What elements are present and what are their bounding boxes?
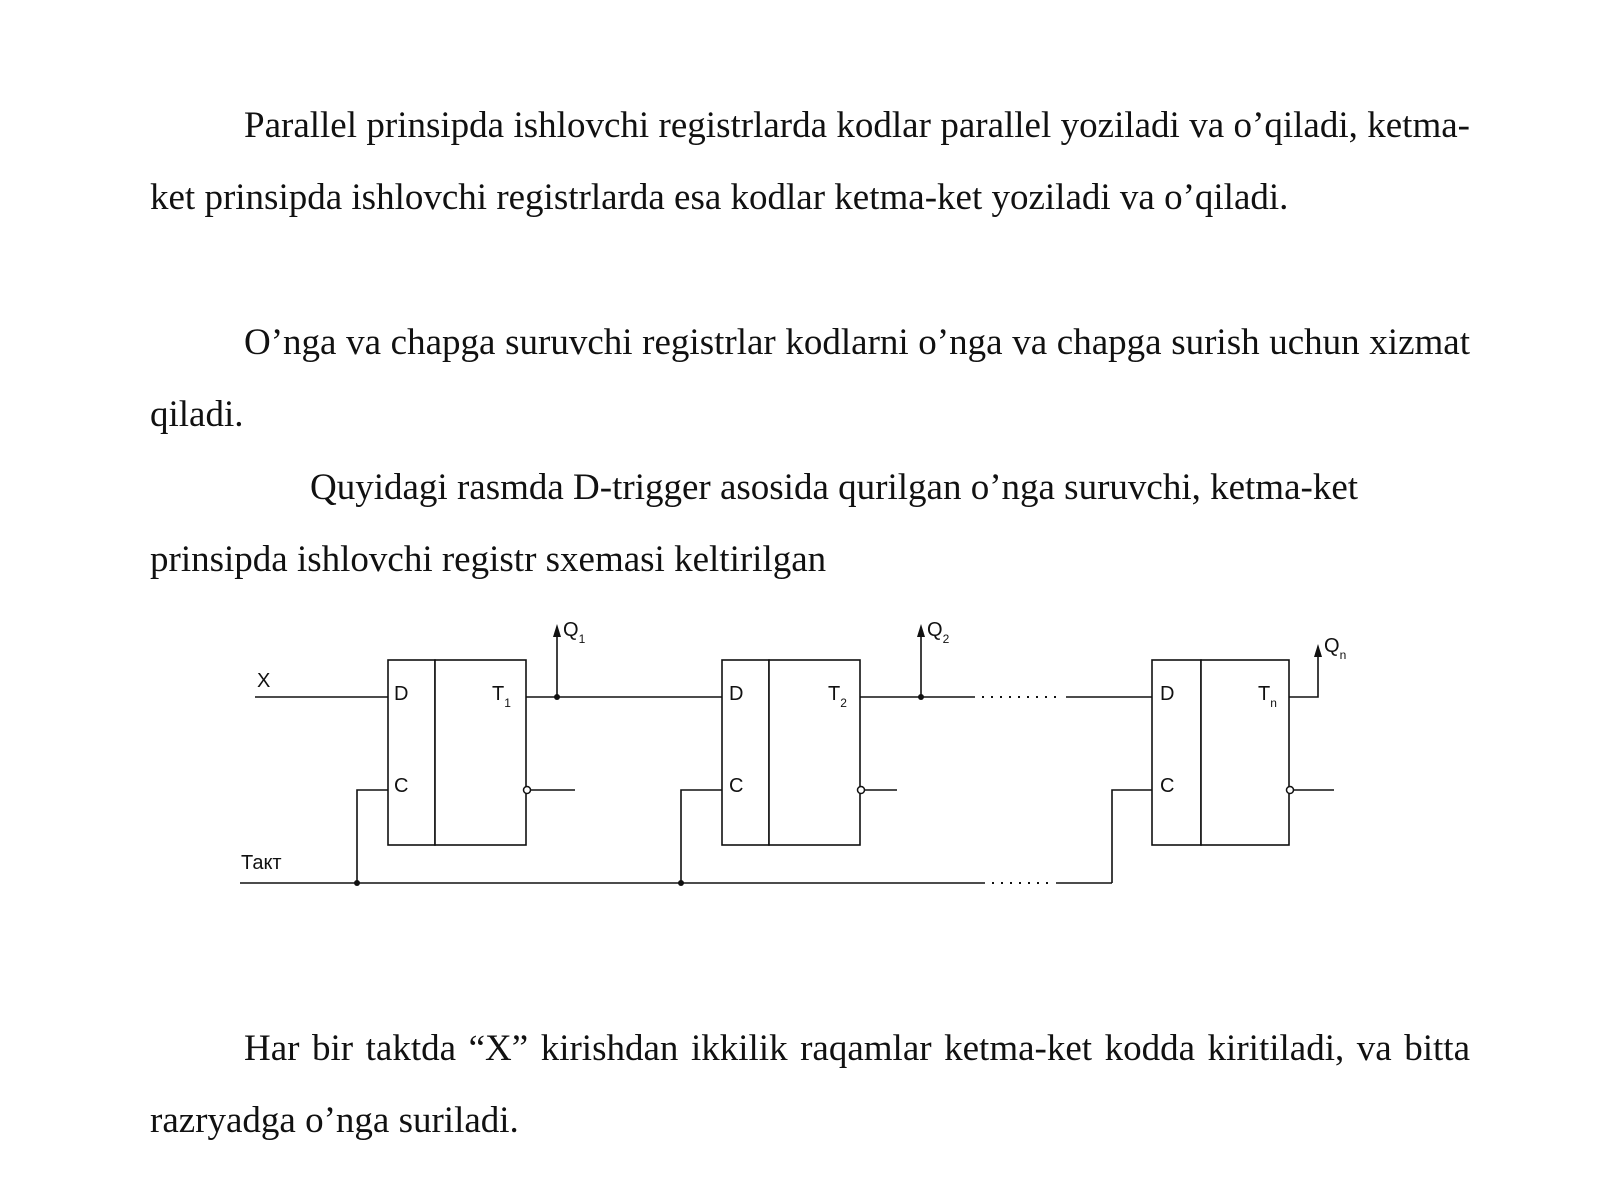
paragraph-figure-intro: Quyidagi rasmda D-trigger asosida qurilgan o’nga suruvchi, ketma-ket prinsipda ishlovchi registr sxemasi keltirilgan — [150, 467, 1359, 580]
paragraph-parallel-registers: Parallel prinsipda ishlovchi registrlarda kodlar parallel yoziladi va o’qiladi, ketma-ket prinsipda ishlovchi registrlarda esa kodlar ketma-ket yoziladi va o’qiladi. — [150, 105, 1470, 218]
paragraph-shift-explanation: Har bir taktda “X” kirishdan ikkilik raqamlar ketma-ket kodda kiritiladi, va bitta razryadga o’nga suriladi. — [150, 1028, 1470, 1141]
clock-label: Такт — [241, 852, 282, 874]
trigger-1 — [354, 619, 722, 886]
trigger-n-body — [1201, 660, 1289, 845]
trigger-1-c-label: C — [394, 775, 409, 797]
trigger-2-name: $T_2$ — [828, 683, 847, 710]
paragraph-shift-registers: O’nga va chapga suruvchi registrlar kodlarni o’nga va chapga surish uchun xizmat qiladi. — [150, 322, 1470, 435]
trigger-1-d-label: D — [394, 683, 409, 705]
trigger-n-clock-wire — [1112, 790, 1152, 883]
trigger-2-d-label: D — [729, 683, 744, 705]
trigger-1-name: $T_1$ — [492, 683, 511, 710]
trigger-n-inverted-output — [1287, 787, 1294, 794]
q2-arrow-icon — [917, 624, 925, 637]
trigger-2-c-label: C — [729, 775, 744, 797]
trigger-1-inverted-output — [524, 787, 531, 794]
q2-label: $Q_2$ — [927, 619, 950, 646]
q1-label: $Q_1$ — [563, 619, 586, 646]
trigger-2-clock-wire — [681, 790, 722, 883]
qn-label: $Q_n$ — [1324, 635, 1347, 662]
trigger-2-body — [769, 660, 860, 845]
qn-output-wire — [1289, 652, 1318, 697]
trigger-n — [1112, 635, 1346, 883]
trigger-n-d-label: D — [1160, 683, 1175, 705]
shift-register-diagram — [0, 600, 1600, 940]
trigger-2 — [678, 619, 975, 886]
trigger-2-inverted-output — [858, 787, 865, 794]
trigger-1-clock-wire — [357, 790, 388, 883]
qn-arrow-icon — [1314, 644, 1322, 657]
trigger-n-c-label: C — [1160, 775, 1175, 797]
trigger-1-body — [435, 660, 526, 845]
input-x-label: X — [257, 670, 271, 692]
trigger-n-name: $T_n$ — [1258, 683, 1277, 710]
q1-arrow-icon — [553, 624, 561, 637]
